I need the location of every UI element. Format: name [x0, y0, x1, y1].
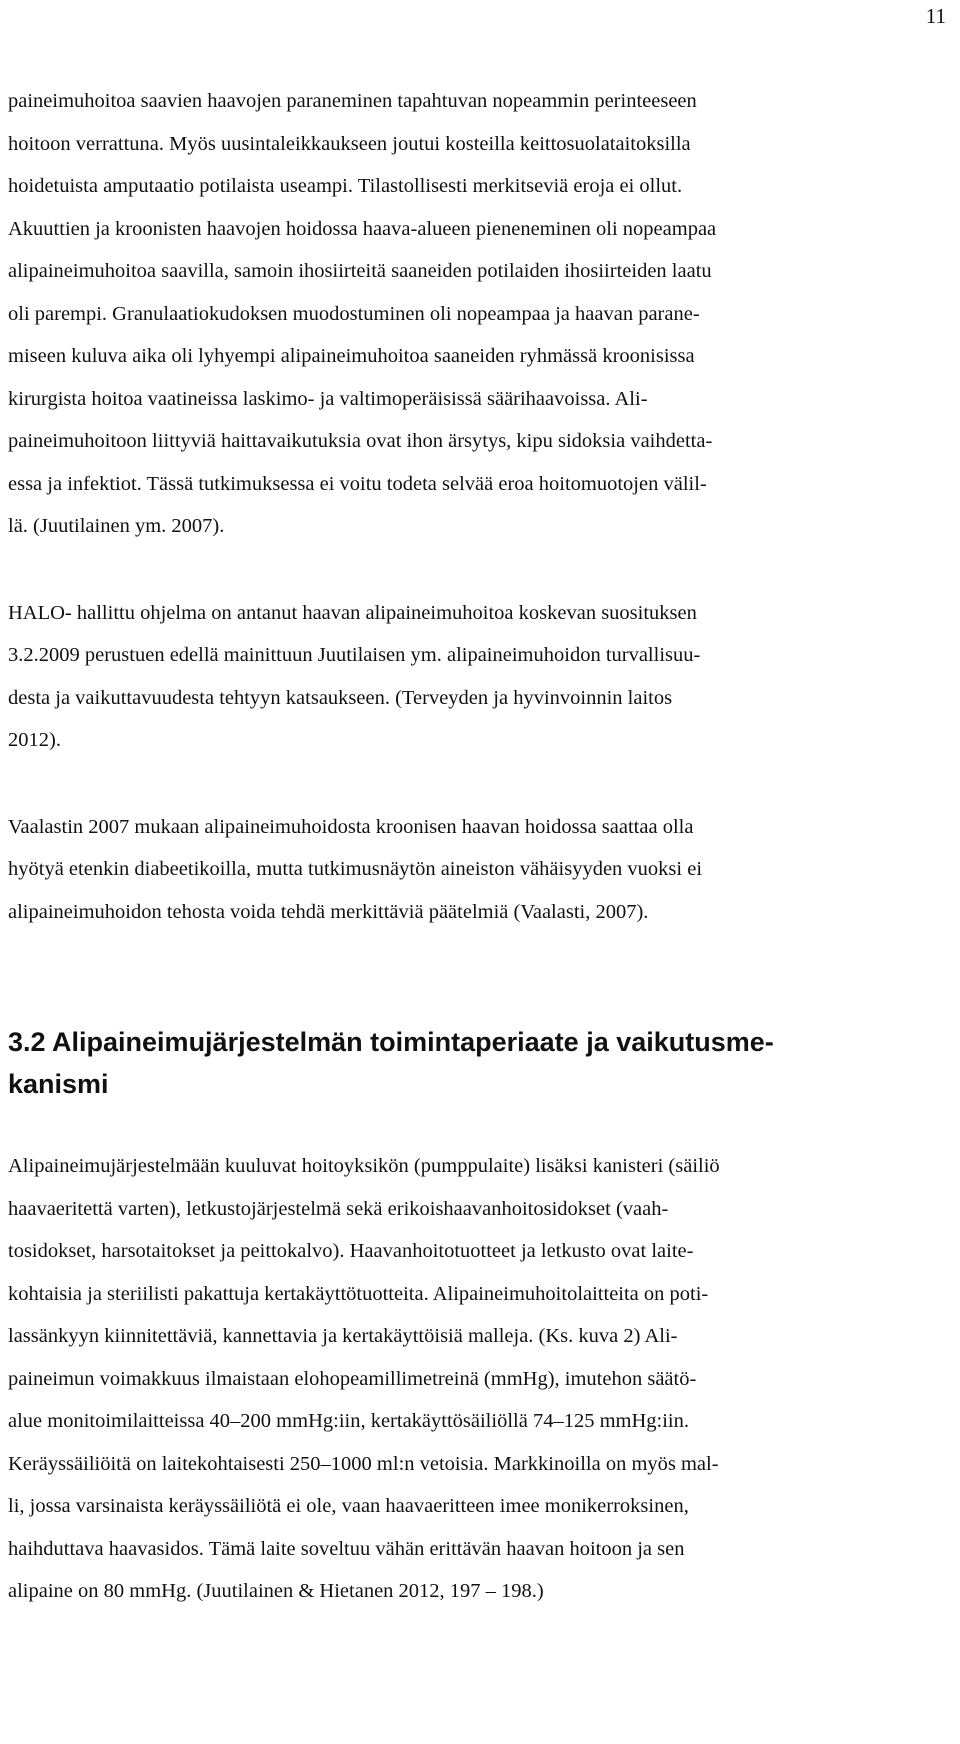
text-line: kirurgista hoitoa vaatineissa laskimo- ja valtimoperäisissä säärihaavoissa. Ali- [8, 387, 648, 410]
text-line: hoitoon verrattuna. Myös uusintaleikkaukseen joutui kosteilla keittosuolataitoksilla [8, 132, 691, 155]
paragraph-spacer [8, 548, 954, 592]
text-line: tosidokset, harsotaitokset ja peittokalvo). Haavanhoitotuotteet ja letkusto ovat laite- [8, 1240, 694, 1262]
text-line: Alipaineimujärjestelmään kuuluvat hoitoyksikön (pumppulaite) lisäksi kanisteri (säiliö [8, 1155, 720, 1177]
text-line: li, jossa varsinaista keräyssäiliötä ei ole, vaan haavaeritteen imee monikerroksinen, [8, 1495, 689, 1517]
text-line: 3.2.2009 perustuen edellä mainittuun Juutilaisen ym. alipaineimuhoidon turvallisuu- [8, 644, 701, 666]
text-line: paineimuhoitoon liittyviä haittavaikutuksia ovat ihon ärsytys, kipu sidoksia vaihdetta- [8, 430, 713, 452]
text-line: Keräyssäiliöitä on laitekohtaisesti 250–1000 ml:n vetoisia. Markkinoilla on myös mal- [8, 1452, 719, 1475]
text-line: haavaeritettä varten), letkustojärjestelmä sekä erikoishaavanhoitosidokset (vaah- [8, 1197, 669, 1220]
paragraph-system-description [8, 1145, 954, 1613]
text-line: alue monitoimilaitteissa 40–200 mmHg:iin, kertakäyttösäiliöllä 74–125 mmHg:iin. [8, 1410, 689, 1432]
heading-line: kanismi [8, 1069, 109, 1099]
paragraph-halo-recommendation [8, 592, 954, 762]
text-line: alipaineimuhoitoa saavilla, samoin ihosiirteitä saaneiden potilaiden ihosiirteiden laatu [8, 260, 712, 282]
text-line: alipaineimuhoidon tehosta voida tehdä merkittäviä päätelmiä (Vaalasti, 2007). [8, 900, 649, 923]
text-line: paineimuhoitoa saavien haavojen paraneminen tapahtuvan nopeammin perinteeseen [8, 90, 697, 112]
text-line: Akuuttien ja kroonisten haavojen hoidossa haava-alueen pieneneminen oli nopeampaa [8, 217, 717, 240]
section-heading [8, 1021, 954, 1105]
text-line: paineimun voimakkuus ilmaistaan elohopeamillimetreinä (mmHg), imutehon säätö- [8, 1367, 697, 1390]
page-content [8, 80, 954, 1613]
text-line: Vaalastin 2007 mukaan alipaineimuhoidosta kroonisen haavan hoidossa saattaa olla [8, 815, 694, 838]
heading-spacer [8, 1105, 954, 1145]
text-line: alipaine on 80 mmHg. (Juutilainen & Hietanen 2012, 197 – 198.) [8, 1580, 544, 1602]
section-spacer [8, 933, 954, 1021]
page-number: 11 [925, 4, 946, 28]
paragraph-vaalasti [8, 806, 954, 934]
text-line: 2012). [8, 729, 61, 751]
text-line: oli parempi. Granulaatiokudoksen muodostuminen oli nopeampaa ja haavan parane- [8, 302, 700, 325]
paragraph-study-results [8, 80, 954, 548]
text-line: desta ja vaikuttavuudesta tehtyyn katsaukseen. (Terveyden ja hyvinvoinnin laitos [8, 686, 673, 709]
text-line: hoidetuista amputaatio potilaista useampi. Tilastollisesti merkitseviä eroja ei ollut. [8, 175, 683, 197]
paragraph-spacer [8, 762, 954, 806]
text-line: lassänkyyn kiinnitettäviä, kannettavia ja kertakäyttöisiä malleja. (Ks. kuva 2) Ali- [8, 1325, 678, 1347]
text-line: hyötyä etenkin diabeetikoilla, mutta tutkimusnäytön aineiston vähäisyyden vuoksi ei [8, 858, 703, 880]
text-line: essa ja infektiot. Tässä tutkimuksessa ei voitu todeta selvää eroa hoitomuotojen välil- [8, 472, 707, 495]
text-line: miseen kuluva aika oli lyhyempi alipaineimuhoitoa saaneiden ryhmässä kroonisissa [8, 345, 695, 367]
heading-line: 3.2 Alipaineimujärjestelmän toimintaperiaate ja vaikutusme- [8, 1027, 774, 1057]
text-line: lä. (Juutilainen ym. 2007). [8, 515, 225, 537]
text-line: kohtaisia ja steriilisti pakattuja kertakäyttötuotteita. Alipaineimuhoitolaitteita on poti- [8, 1282, 709, 1305]
text-line: haihduttava haavasidos. Tämä laite soveltuu vähän erittävän haavan hoitoon ja sen [8, 1537, 685, 1560]
text-line: HALO- hallittu ohjelma on antanut haavan alipaineimuhoitoa koskevan suosituksen [8, 601, 697, 624]
